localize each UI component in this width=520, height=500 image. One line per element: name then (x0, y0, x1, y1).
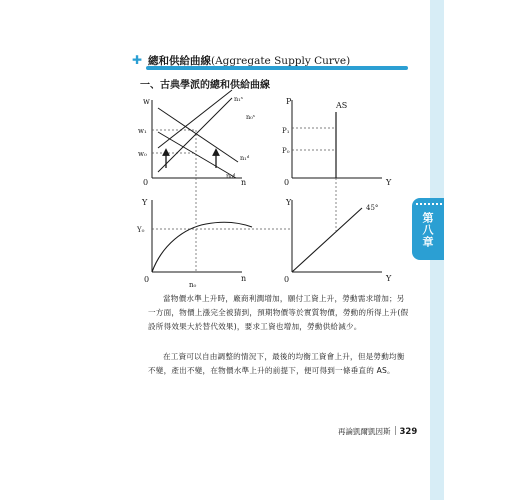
prod-origin: 0 (144, 275, 150, 284)
y0-label: Y₀ (137, 226, 145, 234)
supply-n0 (158, 98, 232, 172)
w0-label: w₀ (138, 150, 147, 158)
l45-origin: 0 (284, 275, 290, 284)
labor-x-label: n (241, 178, 247, 187)
l45-label: 45° (366, 204, 379, 212)
nd1-label: n₁ᵈ (240, 154, 250, 162)
production-figure (136, 178, 290, 289)
subsection-title: 一、古典學派的總和供給曲線 (140, 80, 270, 91)
labor-y-label: w (143, 97, 150, 106)
page-number: 329 (399, 427, 418, 437)
l45-x-label: Y (386, 274, 392, 283)
as-origin: 0 (284, 178, 290, 187)
as-x-label: Y (386, 178, 392, 187)
n0-label: n₀ (189, 281, 197, 289)
nd0-label: n₀ᵈ (226, 172, 236, 180)
w1-label: w₁ (138, 127, 147, 135)
production-curve (152, 222, 252, 272)
l45-y-label: Y (286, 198, 292, 207)
labor-market-figure (138, 90, 255, 187)
footer-separator (395, 426, 396, 435)
ns0-label: n₀ˢ (246, 113, 255, 121)
line-45 (292, 208, 362, 272)
labor-origin: 0 (143, 178, 149, 187)
footer-book-title: 再論凱爾凱因斯 (338, 427, 391, 436)
p1-label: P₁ (282, 127, 290, 135)
prod-x-label: n (241, 274, 247, 283)
as-y-label: P (286, 97, 292, 106)
as-curve-label: AS (336, 101, 348, 110)
as-curve-figure (282, 97, 392, 187)
section-title-zh: 總和供給曲線 (148, 55, 211, 67)
ns1-label: n₁ˢ (234, 95, 243, 103)
supply-n1 (158, 90, 232, 148)
line45-figure (284, 178, 392, 284)
chapter-tab-label: 第八章 (421, 212, 434, 248)
paragraph-1: 當物價水準上升時，廠商利潤增加，願付工資上升，勞動需求增加；另一方面，物價上漲完全被猜到，預期物價等於實質物價，勞動的所得上升(假設所得效果大於替代效果)，要求工資也增加，勞動供給減少。 (148, 294, 409, 332)
section-title-en: (Aggregate Supply Curve) (211, 55, 351, 67)
page-footer (338, 426, 417, 437)
p0-label: P₀ (282, 147, 290, 155)
paragraph-2: 在工資可以自由調整的情況下，最後的均衡工資會上升，但是勞動均衡不變，產出不變，在物價水準上升的前提下，便可得到一條垂直的 AS。 (148, 352, 405, 376)
puzzle-icon: ✚ (132, 53, 143, 67)
prod-y-label: Y (142, 198, 148, 207)
demand-n0 (158, 132, 236, 178)
